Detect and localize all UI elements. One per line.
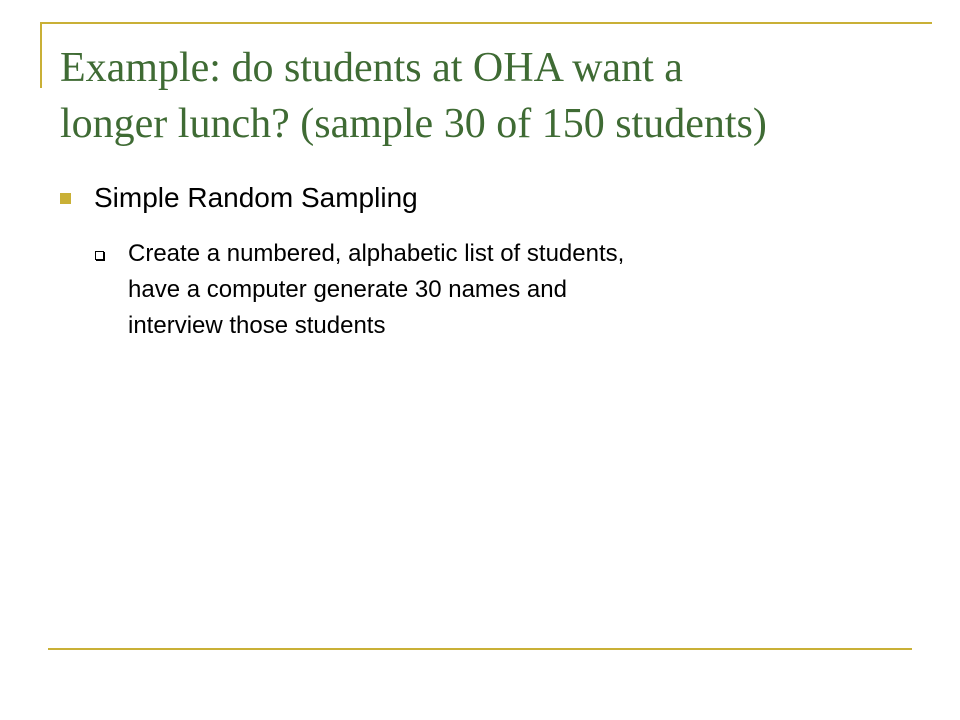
hollow-square-bullet-icon (95, 251, 104, 260)
sub-bullet-item (95, 236, 895, 344)
bottom-rule (48, 648, 912, 650)
slide-title (60, 40, 940, 152)
title-line-1: Example: do students at OHA want a (60, 45, 683, 91)
top-rule (40, 22, 932, 24)
bullet-item (60, 178, 418, 218)
sub-bullet-line-2: have a computer generate 30 names and (128, 276, 567, 303)
left-rule (40, 22, 42, 88)
title-line-2: longer lunch? (sample 30 of 150 students) (60, 101, 767, 147)
sub-bullet-text (128, 236, 895, 344)
sub-bullet-line-1: Create a numbered, alphabetic list of students, (128, 240, 625, 267)
bullet-label: Simple Random Sampling (94, 182, 418, 213)
square-bullet-icon (60, 193, 71, 204)
sub-bullet-line-3: interview those students (128, 312, 386, 339)
